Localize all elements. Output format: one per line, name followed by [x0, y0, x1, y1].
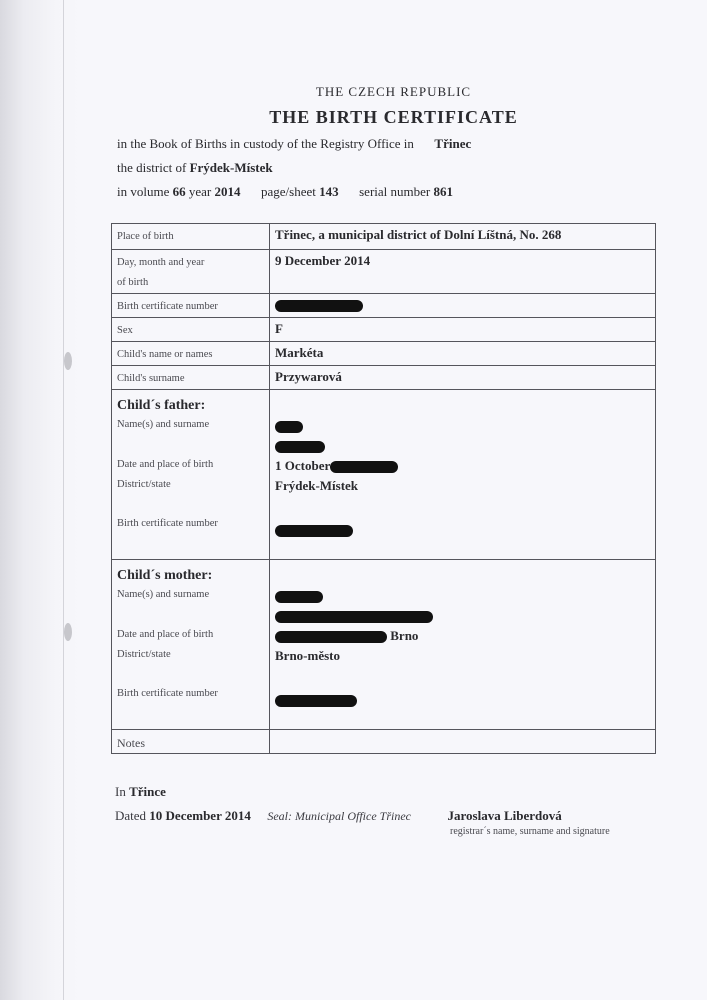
dated-label: Dated	[115, 808, 147, 823]
child-cert-number-value	[270, 294, 656, 318]
father-name-label: Name(s) and surname	[117, 419, 210, 430]
table-row	[112, 318, 656, 342]
page-sheet-label: page/sheet	[260, 184, 316, 199]
father-dob-value	[275, 456, 655, 476]
birth-record-table	[111, 223, 656, 754]
page-fold-line	[63, 0, 64, 1000]
issue-place	[115, 784, 166, 800]
registry-office-value: Třinec	[434, 136, 472, 151]
sex-label: Sex	[112, 318, 270, 342]
mother-labels	[112, 560, 270, 730]
document-title: THE BIRTH CERTIFICATE	[269, 107, 518, 127]
mother-section	[112, 560, 656, 730]
father-dob-visible: 1 October	[275, 458, 331, 473]
redaction-mark	[275, 525, 353, 537]
redaction-mark	[275, 591, 323, 603]
table-row	[112, 342, 656, 366]
mother-cert-label: Birth certificate number	[117, 688, 218, 699]
table-row	[112, 366, 656, 390]
issue-date-line	[115, 808, 562, 824]
year-label: year	[188, 184, 212, 199]
redaction-mark	[275, 421, 303, 433]
page-sheet-value: 143	[319, 184, 339, 199]
date-of-birth-label	[112, 250, 270, 294]
page-binding-shadow	[0, 0, 80, 1000]
year-value: 2014	[214, 184, 241, 199]
intro-line-volume	[117, 184, 453, 200]
redaction-mark	[275, 695, 357, 707]
in-label: In	[115, 784, 126, 799]
mother-birthplace-visible: Brno	[390, 628, 419, 643]
father-district-value: Frýdek-Místek	[275, 478, 359, 493]
child-surname-label: Child's surname	[112, 366, 270, 390]
mother-dob-label: Date and place of birth	[117, 629, 214, 640]
dated-value: 10 December 2014	[149, 808, 251, 823]
intro-line-registry	[117, 136, 471, 152]
registrar-caption: registrar´s name, surname and signature	[450, 826, 610, 837]
registry-office-label: in the Book of Births in custody of the Registry Office in	[117, 136, 414, 151]
mother-dob-value	[275, 626, 655, 646]
father-labels	[112, 390, 270, 560]
district-value: Frýdek-Místek	[189, 160, 273, 175]
mother-surname-value	[275, 606, 655, 626]
father-section	[112, 390, 656, 560]
father-dob-label: Date and place of birth	[117, 459, 214, 470]
mother-section-title: Child´s mother:	[117, 568, 213, 583]
father-name-value	[275, 416, 655, 436]
mother-name-value	[275, 586, 655, 606]
table-row	[112, 250, 656, 294]
intro-line-district	[117, 160, 273, 176]
place-of-birth-value: Třinec, a municipal district of Dolní Líštná, No. 268	[270, 224, 656, 250]
serial-number-value: 861	[433, 184, 453, 199]
child-name-label: Child's name or names	[112, 342, 270, 366]
punch-hole	[64, 352, 72, 370]
mother-values	[270, 560, 656, 730]
child-cert-number-label: Birth certificate number	[112, 294, 270, 318]
notes-value	[270, 730, 656, 754]
child-surname-value: Przywarová	[270, 366, 656, 390]
notes-label: Notes	[112, 730, 270, 754]
father-surname-value	[275, 436, 655, 456]
table-row	[112, 730, 656, 754]
volume-value: 66	[172, 184, 186, 199]
redaction-mark	[275, 631, 387, 643]
place-of-birth-label: Place of birth	[112, 224, 270, 250]
table-row	[112, 294, 656, 318]
child-name-value: Markéta	[270, 342, 656, 366]
dob-label-line2: of birth	[117, 277, 149, 288]
in-value: Třince	[129, 784, 166, 799]
table-row	[112, 224, 656, 250]
father-values	[270, 390, 656, 560]
punch-hole	[64, 623, 72, 641]
mother-cert-value	[275, 690, 655, 710]
father-cert-value	[275, 520, 655, 540]
volume-label: in volume	[117, 184, 170, 199]
country-heading: THE CZECH REPUBLIC	[315, 84, 472, 99]
redaction-mark	[275, 611, 433, 623]
father-district-label: District/state	[117, 479, 171, 490]
seal-text: Seal: Municipal Office Třinec	[267, 809, 411, 823]
redaction-mark	[275, 300, 363, 312]
date-of-birth-value: 9 December 2014	[270, 250, 656, 294]
registrar-name: Jaroslava Liberdová	[447, 808, 562, 823]
mother-district-label: District/state	[117, 649, 171, 660]
redaction-mark	[275, 441, 325, 453]
district-label: the district of	[117, 160, 187, 175]
father-cert-label: Birth certificate number	[117, 518, 218, 529]
father-section-title: Child´s father:	[117, 398, 206, 413]
redaction-mark	[330, 461, 398, 473]
serial-number-label: serial number	[359, 184, 431, 199]
dob-label-line1: Day, month and year	[117, 257, 205, 268]
sex-value: F	[270, 318, 656, 342]
mother-name-label: Name(s) and surname	[117, 589, 210, 600]
mother-district-value: Brno-město	[275, 648, 340, 663]
